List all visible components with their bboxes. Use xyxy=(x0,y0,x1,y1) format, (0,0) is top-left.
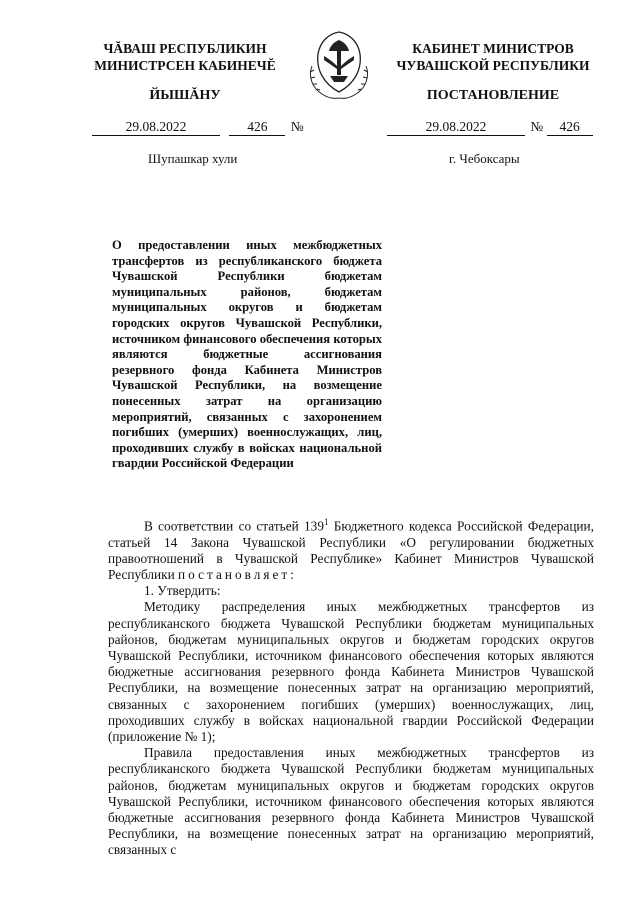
paragraph-1 xyxy=(108,514,594,583)
header-right xyxy=(378,40,608,74)
coat-of-arms-icon xyxy=(300,26,378,104)
number-sign-right: № xyxy=(530,119,544,134)
number-left: 426 xyxy=(229,119,285,136)
paragraph-3: Методику распределения иных межбюджетных трансфертов из республиканского бюджета Чувашской Республики бюджетам муниципальных районов, бюджетам муниципальных округов и бюджетам городских округов Чувашской Республики, источником финансового обеспечения которых являются бюджетные ассигнования резервного фонда Кабинета Министров Чувашской Республики, на возмещение понесенных затрат на организацию мероприятий, связанных с захоронением погибших (умерших) военнослужащих, лиц, проходивших службу в войсках национальной гвардии Российской Федерации (приложение № 1); xyxy=(108,599,594,745)
header-left-line2: МИНИСТРСЕН КАБИНЕЧĔ xyxy=(94,58,276,73)
doc-kind-right: ПОСТАНОВЛЕНИЕ xyxy=(426,88,560,103)
paragraph-1-text-b: Бюджетного кодекса Российской Федерации, статьей 14 Закона Чувашской Республики «О регулировании бюджетных правоотношений в Чувашской Республике» Кабинет Министров Чувашской Республики xyxy=(108,518,594,583)
number-sign-left: № xyxy=(290,119,304,134)
header-right-line1: КАБИНЕТ МИНИСТРОВ xyxy=(412,41,574,56)
header-left-line1: ЧĂВАШ РЕСПУБЛИКИН xyxy=(103,41,267,56)
paragraph-1-superscript: 1 xyxy=(323,517,329,527)
document-body xyxy=(108,514,594,859)
paragraph-4: Правила предоставления иных межбюджетных трансфертов из республиканского бюджета Чувашской Республики бюджетам муниципальных районов, бюджетам муниципальных округов и бюджетам городских округов Чувашской Республики, источником финансового обеспечения которых являются бюджетные ассигнования резервного фонда Кабинета Министров Чувашской Республики, на возмещение понесенных затрат на организацию мероприятий, связанных с xyxy=(108,745,594,858)
doc-kind-left: ЙЫШĂНУ xyxy=(149,88,221,103)
document-title: О предоставлении иных межбюджетных трансфертов из республиканского бюджета Чувашской Республики бюджетам муниципальных районов, бюджетам муниципальных округов и бюджетам городских округов Чувашской Республики, источником финансового обеспечения которых являются бюджетные ассигнования резервного фонда Кабинета Министров Чувашской Республики, на возмещение понесенных затрат на организацию мероприятий, связанных с захоронением погибших (умерших) военнослужащих, лиц, проходивших службу в войсках национальной гвардии Российской Федерации xyxy=(112,238,382,471)
header-left xyxy=(70,40,300,74)
number-right: 426 xyxy=(547,119,593,136)
date-left: 29.08.2022 xyxy=(92,119,220,136)
paragraph-2: 1. Утвердить: xyxy=(144,583,221,599)
number-line-right xyxy=(387,119,593,136)
header-right-line2: ЧУВАШСКОЙ РЕСПУБЛИКИ xyxy=(396,58,590,73)
city-right: г. Чебоксары xyxy=(449,151,520,166)
city-left: Шупашкар хули xyxy=(148,151,238,166)
number-line-left xyxy=(92,119,304,136)
paragraph-1-spaced: постановляет: xyxy=(178,567,297,583)
paragraph-1-text-a: В соответствии со статьей 139 xyxy=(144,518,324,534)
date-right: 29.08.2022 xyxy=(387,119,525,136)
